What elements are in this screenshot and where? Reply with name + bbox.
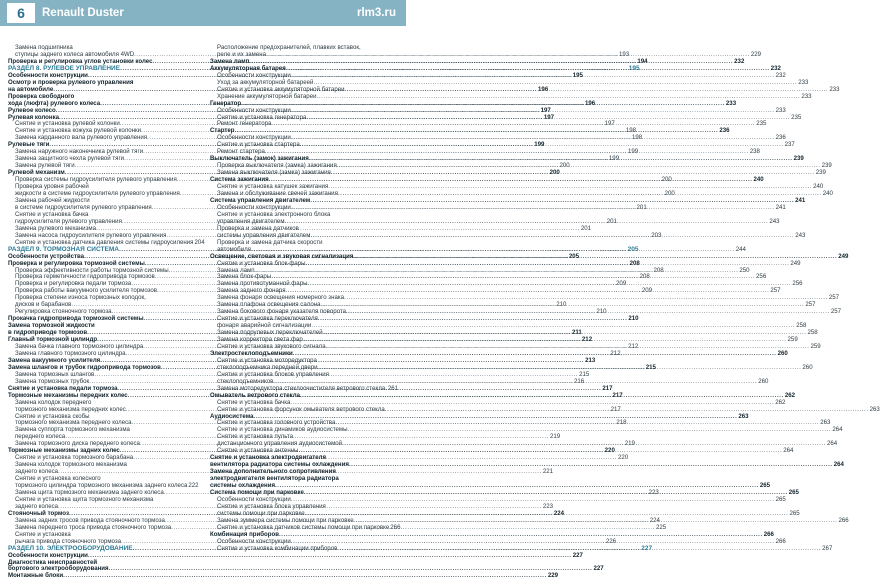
toc-entry-title: Аудиосистема [210,412,254,420]
toc-entry-title: Снятие и установка стартера [217,141,300,149]
toc-page-number: 266 [775,537,786,545]
toc-dot-leader [346,309,830,316]
toc-entry-title: Снятие и установка катушек зажигания [217,183,329,191]
toc-page-number: 200 [664,190,675,198]
toc-page-number: 239 [821,162,832,170]
toc-entry-title: Аккумуляторная батарея [210,64,286,72]
toc-entry-title: автомобиля [217,245,251,253]
toc-page-number: 196 [585,99,596,107]
page-header [0,0,406,26]
toc-entry-title: Проверка и регулировка углов установки колес [8,57,153,65]
toc-entry-title: РАЗДЕЛ 10. ЭЛЕКТРООБОРУДОВАНИЕ [8,544,133,552]
toc-page-number: 233 [801,92,812,100]
toc-entry-title: Снятие и установка скобы [15,412,90,420]
toc-page-number: 205 [627,245,639,253]
toc-page-number: 229 [750,50,761,58]
toc-page-number: 238 [749,148,760,156]
toc-entry-title: Снятие и установка тормозного барабана [15,454,134,462]
toc-entry-title: Проверка уровня рабочей [15,183,89,191]
toc-entry-title: на автомобиле [8,85,54,93]
toc-entry-title: дистанционного управления аудиосистемой [217,440,343,448]
toc-page-number: 264 [832,426,843,434]
toc-page-number: 249 [790,259,801,267]
toc-page-number: 201 [606,217,617,225]
toc-entry-title: Осмотр и проверка рулевого управления [8,78,134,86]
toc-entry-title: Замена заднего фонаря [217,287,286,295]
toc-entry-title: Снятие и установка щита тормозного механизма [15,495,154,503]
toc-entry-title: Замена тормозных трубок [15,377,90,385]
toc-page-number: 257 [828,294,840,302]
toc-entry-title: Тормозные механизмы задних колес [8,447,120,455]
toc-entry-title: Замена выключателя (замка) зажигания [217,169,331,177]
toc-dot-leader [318,365,802,372]
toc-page-number: 256 [792,280,803,288]
toc-entry-title: гидроусилителя рулевого управления [15,217,122,225]
toc-entry-title: Проверка и замена датчика скорости [217,238,323,246]
toc-entry-title: Снятие и установка пульта [217,433,294,441]
toc-entry-title: Ремонт генератора [217,120,272,128]
toc-dot-leader [291,497,775,504]
toc-entry-title: Замена наружного наконечника рулевой тяги [15,148,144,156]
toc-page-number: 211 [571,329,582,337]
toc-entry-title: Снятие и установка датчика давления системы гидроусиления [15,238,194,246]
toc-entry-title: в системе гидроусилителя рулевого управления [15,203,152,211]
toc-page-number: 258 [807,329,818,337]
toc-page-number: 235 [756,120,767,128]
toc-entry-title: Монтажные блоки [8,572,64,580]
toc-entry-title: Снятие и установка датчиков системы помощи при парковке [217,523,390,531]
toc-entry-title: Проверка степени износа тормозных колодок, [15,294,146,302]
toc-entry-title: Тормозные механизмы передних колес [8,391,128,399]
toc-entry-title: Проверка системы гидроусилителя рулевого управления [15,176,177,184]
toc-entry-title: Замена ламп [217,266,255,274]
toc-page-number: 217 [610,405,621,413]
toc-page-number: 215 [645,363,656,371]
toc-entry-title: Замена подшипника [15,44,73,51]
toc-dot-leader [349,462,833,469]
toc-entry-title: Замена колодок тормозного механизма [15,461,127,469]
toc-page-number: 220 [604,447,615,455]
toc-entry-title: Стояночный тормоз [8,509,69,517]
toc-page-number: 200 [661,176,672,184]
toc-entry-title: Особенности конструкции [217,106,291,114]
toc-entry-title: системы охлаждения [210,482,276,490]
toc-page-number: 199 [627,148,639,156]
toc-page-number: 223 [542,502,554,510]
toc-page-number: 196 [538,85,549,93]
toc-entry-title: жидкости в системе гидроусилителя рулевого управления [15,190,180,198]
toc-page-number: 257 [770,287,781,295]
toc-page-number: 219 [550,433,561,441]
toc-entry-title: Особенности конструкции [217,203,291,211]
toc-page-number: 263 [869,405,880,413]
toc-page-number: 217 [602,384,613,392]
toc-entry-title: Снятие и установка антенны [217,447,299,455]
toc-page-number: 229 [547,572,559,580]
toc-entry-title: Снятие и установка динамиков аудиосистемы [217,426,348,434]
toc-entry-title: Снятие и установка головного устройства [217,419,336,427]
toc-page-number: 240 [753,176,764,184]
toc-entry-title: заднего колеса [15,468,59,476]
toc-page-number: 259 [810,342,821,350]
toc-page-number: 258 [796,322,807,330]
toc-entry-title: Электростеклоподъемники [210,349,293,357]
toc-page-number: 261 [387,384,398,392]
toc-entry-title: Замена тормозных шлангов [15,370,95,378]
toc-entry-title: Замена тормозного диска переднего колеса [15,440,140,448]
toc-entry-title: Система зажигания [210,176,269,184]
toc-entry-title: Снятие и установка блока управления [217,502,326,510]
toc-entry-title: Проверка герметичности гидропривода тормозов [15,273,155,281]
toc-dot-leader [63,573,547,580]
toc-entry [8,572,559,580]
toc-page-number: 203 [651,231,662,239]
toc-page-number: 233 [775,106,786,114]
toc-entry-title: Замена противотуманной фары [217,280,308,288]
toc-page-number: 200 [559,162,570,170]
toc-entry-title: Замена колодок переднего [15,398,92,406]
toc-page-number: 216 [574,377,585,385]
toc-page-number: 250 [739,266,750,274]
toc-entry-title: Снятие и установка рулевой колонки [15,120,120,128]
toc-entry-title: Снятие и установка бачка [15,210,89,218]
toc-page-number: 197 [543,113,555,121]
site-name: rlm3.ru [357,7,396,19]
toc-page-number: 220 [618,454,629,462]
toc-dot-leader [337,546,821,553]
toc-entry-title: Снятие и установка колесного [15,475,101,483]
toc-entry-title: Замена насоса гидроусилителя рулевого управления [15,231,167,239]
toc-page-number: 195 [572,71,583,79]
toc-page-number: 201 [580,224,591,232]
toc-entry-title: Замена дополнительного сопротивления [210,468,336,476]
toc-page-number: 241 [775,203,786,211]
toc-entry-title: РАЗДЕЛ 8. РУЛЕВОЕ УПРАВЛЕНИЕ [8,64,121,72]
toc-page-number: 266 [763,530,774,538]
toc-entry-title: Генератор [210,99,242,107]
toc-page-number: 233 [798,78,809,86]
toc-entry-title: Замена щита тормозного механизма заднего колеса [15,489,164,496]
toc-page-number: 227 [593,565,604,573]
toc-dot-leader [310,233,794,240]
toc-dot-leader [293,351,777,358]
toc-page-number: 265 [775,495,786,503]
toc-dot-leader [291,205,775,212]
toc-page-number: 195 [628,64,640,72]
toc-page-number: 197 [604,120,615,128]
toc-entry-title: управления двигателем [217,217,285,225]
toc-entry-title: Рулевая колонка [8,113,60,121]
toc-page-number: 199 [534,141,545,149]
toc-entry-title: вентилятора радиатора системы охлаждения [210,461,349,469]
toc-entry-title: Снятие и установка аккумуляторной батареи [217,85,345,93]
toc-page-number: 240 [822,190,833,198]
toc-entry-title: РАЗДЕЛ 9. ТОРМОЗНАЯ СИСТЕМА [8,245,119,253]
toc-page-number: 208 [653,266,664,274]
toc-entry-title: Замена переднего троса привода стояночного тормоза [15,523,172,531]
toc-entry-title: хода (люфта) рулевого колеса [8,99,101,107]
toc-page-number: 244 [735,245,746,253]
toc-page-number: 264 [833,461,844,469]
toc-page-number: 260 [777,349,788,357]
toc-entry-title: Проверка свободного [8,92,75,100]
toc-entry-title: Проверка работы вакуумного усилителя тормозов [15,287,158,295]
toc-page-number: 262 [784,391,796,399]
toc-page-number: 260 [758,377,769,385]
toc-entry-title: рычага привода стояночного тормоза [15,537,122,545]
toc-page-number: 212 [610,349,621,357]
toc-page-number: 201 [636,203,647,211]
toc-entry-title: Снятие и установка [15,530,71,538]
toc-page-number: 217 [612,391,623,399]
toc-page-number: 264 [826,440,838,448]
toc-entry-title: Стартер [210,127,235,135]
toc-entry-title: Замена фонаря освещения номерного знака [217,294,345,302]
toc-page-number: 215 [579,370,590,378]
toc-entry-title: Система помощи при парковке [210,489,304,496]
toc-page-number: 249 [838,252,849,260]
toc-page-number: 225 [655,523,667,531]
toc-page-number: 200 [549,169,560,177]
toc-entry-title: стеклоподъемника передней двери [217,363,318,371]
toc-entry-title: Снятие и установка генератора [217,113,307,121]
toc-dot-leader [285,219,769,226]
toc-page-number: 194 [637,57,648,65]
toc-entry-title: Хранение аккумуляторной батареи [217,92,317,100]
toc-entry-title: Особенности конструкции [217,495,291,503]
toc-entry-title: Проверка и замена датчиков [217,224,299,232]
toc-page-number: 232 [775,71,786,79]
toc-page-number: 218 [616,419,627,427]
toc-entry-title: переднего колеса [15,433,66,441]
toc-entry-title: Освещение, световая и звуковая сигнализация [210,252,354,260]
book-title: Renault Duster [42,7,124,19]
toc-entry-title: тормозного цилиндра тормозного механизма заднего колеса [15,482,188,490]
toc-entry-title: Снятие и установка форсунок омывателя ветрового стекла [217,405,385,413]
toc-entry-title: Замена бачка главного тормозного цилиндра [15,342,144,350]
toc-page-number: 222 [188,482,199,490]
toc-page-number: 243 [795,231,806,239]
toc-page-number: 208 [639,273,650,281]
toc-entry-title: Снятие и установка кожуха рулевой колонки [15,127,142,135]
toc-entry-title: стеклоподъемников [217,377,274,385]
toc-page-number: 226 [605,537,617,545]
toc-entry-title: Замена главного тормозного цилиндра [15,349,126,357]
toc-entry-title: Ремонт стартера [217,148,265,156]
toc-entry-title: Замена вакуумного усилителя [8,356,101,364]
toc-dot-leader [354,518,838,525]
toc-entry-title: Замена шлангов и трубок гидропривода тормозов [8,363,161,371]
toc-page-number: 219 [624,440,635,448]
toc-entry-title: электродвигателя вентилятора радиатора [210,475,339,483]
toc-page-number: 266 [390,523,401,531]
toc-entry-title: фонаря аварийной сигнализации [217,322,312,330]
toc-entry-title: Замена корректора света фар [217,336,303,344]
toc-entry-title: Прокачка гидропривода тормозной системы [8,315,144,323]
toc-entry-title: Замена рулевой тяги [15,162,75,170]
toc-entry-title: Выключатель (замок) зажигания [210,155,309,163]
toc-entry-title: Особенности конструкции [217,71,291,79]
toc-entry-title: системы помощи при парковке [217,509,305,517]
toc-entry-title: Замена и обслуживание свечей зажигания [217,190,338,198]
page-number: 6 [7,3,35,23]
toc-page-number: 223 [648,489,659,496]
toc-entry-title: Диагностика неисправностей [8,558,98,566]
toc-page-number: 237 [784,141,795,149]
toc-entry-title: Снятие и установка бачка [217,398,291,406]
toc-entry-title: Особенности конструкции [217,134,291,142]
toc-page-number: 213 [585,356,596,364]
toc-page-number: 193 [618,50,630,58]
toc-entry-title: Комбинация приборов [210,530,279,538]
toc-page-number: 212 [628,342,639,350]
toc-entry-title: бортового электрооборудования [8,565,109,573]
toc-page-number: 266 [838,516,849,524]
toc-page-number: 232 [734,57,745,65]
toc-entry-title: Проверка и регулировка тормозной системы [8,259,145,267]
toc-page-number: 265 [789,509,800,517]
toc-page-number: 259 [787,336,798,344]
toc-entry-title: Особенности устройства [8,252,85,260]
toc-entry-title: Снятие и установка блоков управления [217,370,329,378]
toc-page-number: 199 [608,155,620,163]
toc-page-number: 209 [616,280,627,288]
toc-entry-title: Замена карданного вала рулевого управления [15,134,148,142]
toc-page-number: 233 [829,85,840,93]
toc-entry-title: Замена ламп [210,57,250,65]
toc-page-number: 232 [770,64,781,72]
toc-entry-title: Снятие и установка блок-фары [217,259,306,267]
toc-entry-title: Замена моторедуктора стеклоочистителя ветрового стекла [217,384,386,392]
toc-page-number: 224 [649,516,660,524]
toc-page-number: 241 [795,196,806,204]
toc-entry-title: Особенности конструкции [8,71,88,79]
toc-entry-title: Замена задних тросов привода стояночного тормоза [15,516,165,524]
toc-entry-title: Система управления двигателем [210,196,311,204]
toc-entry-title: Замена блок-фары [217,273,272,281]
toc-page-number: 233 [725,99,737,107]
toc-entry-title: ступицы заднего колеса автомобиля 4WD [15,50,135,58]
toc-page-number: 240 [813,183,824,191]
toc-page-number: 205 [568,252,580,260]
toc-page-number: 208 [629,259,640,267]
toc-page-number: 267 [822,544,833,552]
toc-page-number: 204 [194,238,205,246]
toc-page-number: 239 [793,155,804,163]
toc-page-number: 198 [631,134,643,142]
toc-page-number: 197 [540,106,551,114]
toc-page-number: 209 [641,287,653,295]
toc-dot-leader [298,448,782,455]
toc-entry-title: дисков и барабанов [15,301,72,309]
toc-entry-title: Снятие и установка электронного блока [217,210,331,218]
toc-entry-title: Снятие и установка моторедуктора [217,356,317,364]
toc-page-number: 263 [820,419,831,427]
toc-entry-title: системы управления двигателем [217,231,311,239]
toc-entry-title: Омыватель ветрового стекла [210,391,301,399]
toc-page-number: 212 [581,336,593,344]
toc-entry-title: Замена рулевого механизма [15,224,96,232]
toc-entry-title: Снятие и установка педали тормоза [8,384,118,392]
toc-page-number: 210 [596,308,607,316]
toc-dot-leader [88,553,572,560]
toc-page-number: 263 [738,412,749,420]
toc-page-number: 236 [719,127,730,135]
toc-entry-title: Регулировка стояночного тормоза [15,308,112,316]
toc-entry-title: Снятие и установка электродвигателя [210,454,327,462]
toc-entry-title: Замена зуммера системы помощи при парковке [217,516,354,524]
toc-entry-title: Проверка эффективности работы тормозной системы [15,266,169,274]
toc-page-number: 243 [769,217,780,225]
toc-entry-title: тормозного механизма передних колес [15,405,126,413]
toc-entry-title: Замена тормозной жидкости [8,322,95,330]
toc-entry-title: Снятие и установка звукового сигнала [217,342,326,350]
toc-entry-title: Замена рабочей жидкости [15,196,90,204]
toc-entry-title: Уход за аккумуляторной батареей [217,78,314,86]
toc-page-number: 256 [756,273,767,281]
toc-page-number: 236 [775,134,786,142]
toc-page-number: 227 [641,544,653,552]
toc-entry-title: Проверка выключателя (замка) зажигания [217,162,337,170]
toc-entry-title: Главный тормозной цилиндр [8,336,98,344]
toc-entry-title: Замена бокового фонаря указателя поворота [217,308,346,316]
toc-entry-title: в гидроприводе тормозов [8,329,88,337]
toc-page-number: 221 [542,468,554,476]
toc-page-number: 235 [791,113,802,121]
toc-entry-title: Особенности конструкции [217,537,291,545]
toc-entry-title: тормозного механизма переднего колеса [15,419,132,427]
toc-page-number: 224 [553,509,564,517]
toc-page-number: 198 [625,127,637,135]
toc-page-number: 264 [783,447,794,455]
toc-entry-title: Особенности конструкции [8,551,88,559]
toc-entry-title: Замена подрулевых переключателей [217,329,323,337]
toc-entry-title: Замена защитного чехла рулевой тяги [15,155,125,163]
toc-entry-title: Замена плафона освещения салона [217,301,321,309]
toc-page-number: 257 [830,308,841,316]
toc-page-number: 257 [805,301,816,309]
toc-dot-leader [348,427,832,434]
toc-page-number: 210 [556,301,567,309]
toc-page-number: 239 [815,169,826,177]
toc-entry-title: Проверка и регулировка педали тормоза [15,280,132,288]
toc-entry-title: Рулевое колесо [8,106,56,114]
toc-page-number: 227 [572,551,583,559]
toc-entry-title: Рулевые тяги [8,141,50,149]
toc-entry-title: Снятие и установка переключателя [217,315,318,323]
toc-page-number: 210 [628,315,639,323]
toc-entry-title: реле и их замена [217,50,266,58]
toc-entry-title: Замена суппорта тормозного механизма [15,426,130,434]
toc-entry-title: Рулевой механизм [8,169,65,177]
toc-page-number: 265 [788,489,799,496]
toc-entry-title: заднего колеса [15,502,59,510]
toc-page-number: 260 [802,363,813,371]
toc-entry-title: Расположение предохранителей, плавких вставок, [217,44,361,51]
toc-entry-title: Снятие и установка комбинации приборов [217,544,338,552]
toc-page-number: 265 [759,482,771,490]
toc-page-number: 262 [775,398,786,406]
